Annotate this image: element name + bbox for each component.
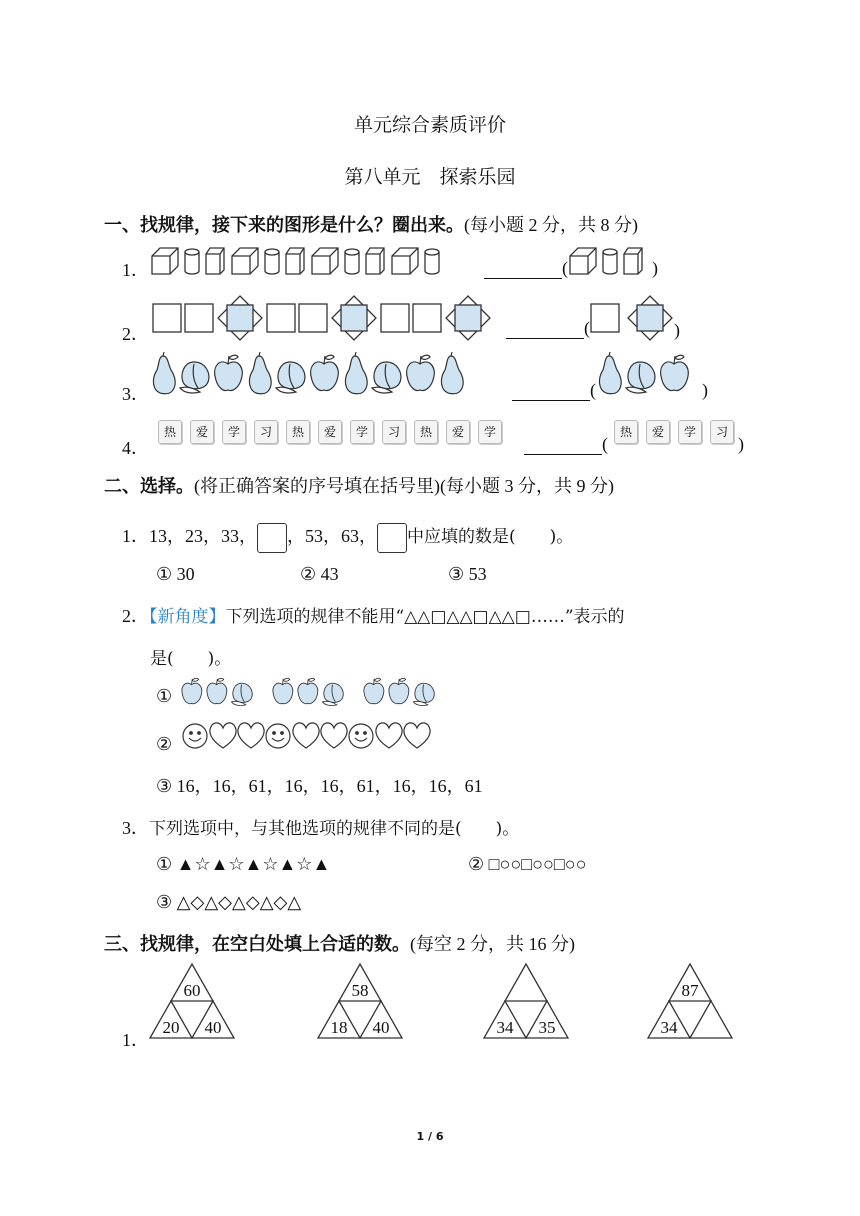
smiley-heart-pattern-option xyxy=(182,720,442,752)
triangle-right-value: 35 xyxy=(538,1018,556,1037)
triangle-left-value: 18 xyxy=(330,1018,348,1037)
section-1-heading: 一、找规律，接下来的图形是什么？圈出来。(每小题 2 分，共 8 分) xyxy=(104,215,638,236)
answer-blank[interactable] xyxy=(506,320,584,339)
blank-box[interactable] xyxy=(377,523,407,553)
number-triangle xyxy=(150,964,234,1038)
q2-2-option-3[interactable]: ③ 16，16，61，16，16，61，16，16，61 xyxy=(156,776,483,796)
character-tile: 习 xyxy=(710,420,734,444)
triangle-left-value: 34 xyxy=(660,1018,678,1037)
choices-squares xyxy=(590,294,680,340)
section-1-note: (每小题 2 分，共 8 分) xyxy=(464,215,638,235)
section-2-heading: 二、选择。(将正确答案的序号填在括号里)(每小题 3 分，共 9 分) xyxy=(104,476,614,497)
peach-icon xyxy=(276,362,305,393)
close-paren: ) xyxy=(702,380,708,400)
character-tile: 学 xyxy=(478,420,502,444)
heart-icon xyxy=(404,723,430,748)
triangle-top-value: 60 xyxy=(183,981,201,1000)
cylinder-icon xyxy=(185,249,199,274)
heart-icon xyxy=(210,723,236,748)
section-3-note: (每空 2 分，共 16 分) xyxy=(410,934,575,954)
close-paren: ) xyxy=(738,434,744,454)
heart-icon xyxy=(293,723,319,748)
square-icon xyxy=(413,304,441,332)
cylinder-icon xyxy=(265,249,279,274)
q1-4-answer: ( xyxy=(524,434,608,455)
q1-3-answer: ( xyxy=(512,380,596,401)
number-triangle xyxy=(648,964,732,1038)
prism-icon xyxy=(286,248,304,274)
q1-1-answer: ( xyxy=(484,258,568,279)
pear-icon xyxy=(599,352,621,394)
heart-icon xyxy=(238,723,264,748)
character-tile: 学 xyxy=(350,420,374,444)
heart-icon xyxy=(376,723,402,748)
character-tile: 热 xyxy=(286,420,310,444)
q2-3-option-1[interactable]: ① ▲☆▲☆▲☆▲☆▲ xyxy=(156,854,331,874)
character-tile: 热 xyxy=(414,420,438,444)
character-tile: 学 xyxy=(222,420,246,444)
character-tile: 爱 xyxy=(446,420,470,444)
square-icon xyxy=(381,304,409,332)
triangle-top-value: 58 xyxy=(351,981,369,1000)
peach-icon xyxy=(626,362,655,393)
apple-icon xyxy=(389,678,409,703)
heart-icon xyxy=(321,723,347,748)
character-tile: 热 xyxy=(158,420,182,444)
apple-icon xyxy=(215,355,243,390)
shape-sequence-squares xyxy=(152,294,492,340)
cube-icon xyxy=(232,248,258,274)
tile-sequence xyxy=(158,420,510,444)
number-triangle xyxy=(318,964,402,1038)
smiley-icon xyxy=(266,724,290,748)
q2-1: 1．13，23，33， ，53，63， 中应填的数是( )。 xyxy=(122,522,573,553)
pear-icon xyxy=(345,352,367,394)
q2-1-option-3[interactable]: ③ 53 xyxy=(448,564,487,584)
apple-icon xyxy=(273,678,293,703)
pear-icon xyxy=(249,352,271,394)
apple-icon xyxy=(407,355,435,390)
choices-tiles xyxy=(614,420,742,444)
choices-3d xyxy=(570,244,660,278)
answer-blank[interactable] xyxy=(524,436,602,455)
diamond-square-icon xyxy=(628,296,672,340)
answer-blank[interactable] xyxy=(512,382,590,401)
q1-4-number: 4． xyxy=(122,438,149,458)
q2-3-option-3[interactable]: ③ △◇△◇△◇△◇△ xyxy=(156,892,302,912)
prism-icon xyxy=(206,248,224,274)
triangle-right-value: 40 xyxy=(204,1018,222,1037)
shape-sequence-3d xyxy=(152,244,482,278)
q1-2-answer: ( xyxy=(506,318,590,339)
peach-icon xyxy=(413,683,434,705)
section-2-note: (每小题 3 分，共 9 分) xyxy=(440,476,614,496)
fruit-sequence xyxy=(150,352,500,398)
triangle-right-value: 40 xyxy=(372,1018,390,1037)
character-tile: 习 xyxy=(254,420,278,444)
q3-1-number: 1． xyxy=(122,1030,149,1050)
apple-icon xyxy=(364,678,384,703)
pear-icon xyxy=(441,352,463,394)
diamond-square-icon xyxy=(446,296,490,340)
prism-icon xyxy=(366,248,384,274)
close-paren: ) xyxy=(652,258,658,278)
cube-icon xyxy=(570,248,596,274)
page-subtitle: 第八单元 探索乐园 xyxy=(344,166,516,188)
q2-2-cont: 是( )。 xyxy=(150,649,232,669)
peach-icon xyxy=(372,362,401,393)
cylinder-icon xyxy=(425,249,439,274)
q2-1-option-2[interactable]: ② 43 xyxy=(300,564,339,584)
square-icon xyxy=(267,304,295,332)
apple-icon xyxy=(661,355,689,390)
q2-2-option-1-label[interactable]: ① xyxy=(156,686,173,706)
pear-icon xyxy=(153,352,175,394)
character-tile: 爱 xyxy=(646,420,670,444)
character-tile: 爱 xyxy=(190,420,214,444)
page-number: 1 / 6 xyxy=(416,1130,444,1143)
q2-1-option-1[interactable]: ① 30 xyxy=(156,564,195,584)
cylinder-icon xyxy=(345,249,359,274)
number-triangles xyxy=(150,962,750,1046)
apple-icon xyxy=(182,678,202,703)
square-icon xyxy=(153,304,181,332)
character-tile: 习 xyxy=(382,420,406,444)
q2-2: 2．【新角度】下列选项的规律不能用“△△□△△□△△□……”表示的 xyxy=(122,606,625,627)
answer-blank[interactable] xyxy=(484,260,562,279)
page-title: 单元综合素质评价 xyxy=(353,114,506,136)
square-icon xyxy=(185,304,213,332)
new-angle-tag: 【新角度】 xyxy=(149,607,226,627)
square-icon xyxy=(299,304,327,332)
q2-3-option-2[interactable]: ② □○○□○○□○○ xyxy=(468,854,587,874)
number-triangle xyxy=(484,964,568,1038)
q1-1-number: 1． xyxy=(122,260,149,280)
triangle-left-value: 34 xyxy=(496,1018,514,1037)
cylinder-icon xyxy=(603,249,617,274)
section-3-heading: 三、找规律，在空白处填上合适的数。(每空 2 分，共 16 分) xyxy=(104,934,575,955)
choices-fruits xyxy=(596,352,706,398)
cube-icon xyxy=(152,248,178,274)
triangle-left-value: 20 xyxy=(162,1018,180,1037)
cube-icon xyxy=(312,248,338,274)
peach-icon xyxy=(322,683,343,705)
peach-icon xyxy=(231,683,252,705)
blank-box[interactable] xyxy=(257,523,287,553)
diamond-square-icon xyxy=(332,296,376,340)
apple-icon xyxy=(298,678,318,703)
smiley-icon xyxy=(183,724,207,748)
cube-icon xyxy=(392,248,418,274)
q2-3: 3．下列选项中，与其他选项的规律不同的是( )。 xyxy=(122,818,520,839)
q2-2-option-2-label[interactable]: ② xyxy=(156,734,173,754)
character-tile: 爱 xyxy=(318,420,342,444)
q1-2-number: 2． xyxy=(122,324,149,344)
character-tile: 学 xyxy=(678,420,702,444)
smiley-icon xyxy=(349,724,373,748)
fruit-pattern-option xyxy=(180,676,460,706)
character-tile: 热 xyxy=(614,420,638,444)
prism-icon xyxy=(624,248,642,274)
triangle-top-value: 87 xyxy=(681,981,699,1000)
q1-3-number: 3． xyxy=(122,384,149,404)
apple-icon xyxy=(207,678,227,703)
apple-icon xyxy=(311,355,339,390)
close-paren: ) xyxy=(674,320,680,340)
square-icon xyxy=(591,304,619,332)
diamond-square-icon xyxy=(218,296,262,340)
peach-icon xyxy=(180,362,209,393)
